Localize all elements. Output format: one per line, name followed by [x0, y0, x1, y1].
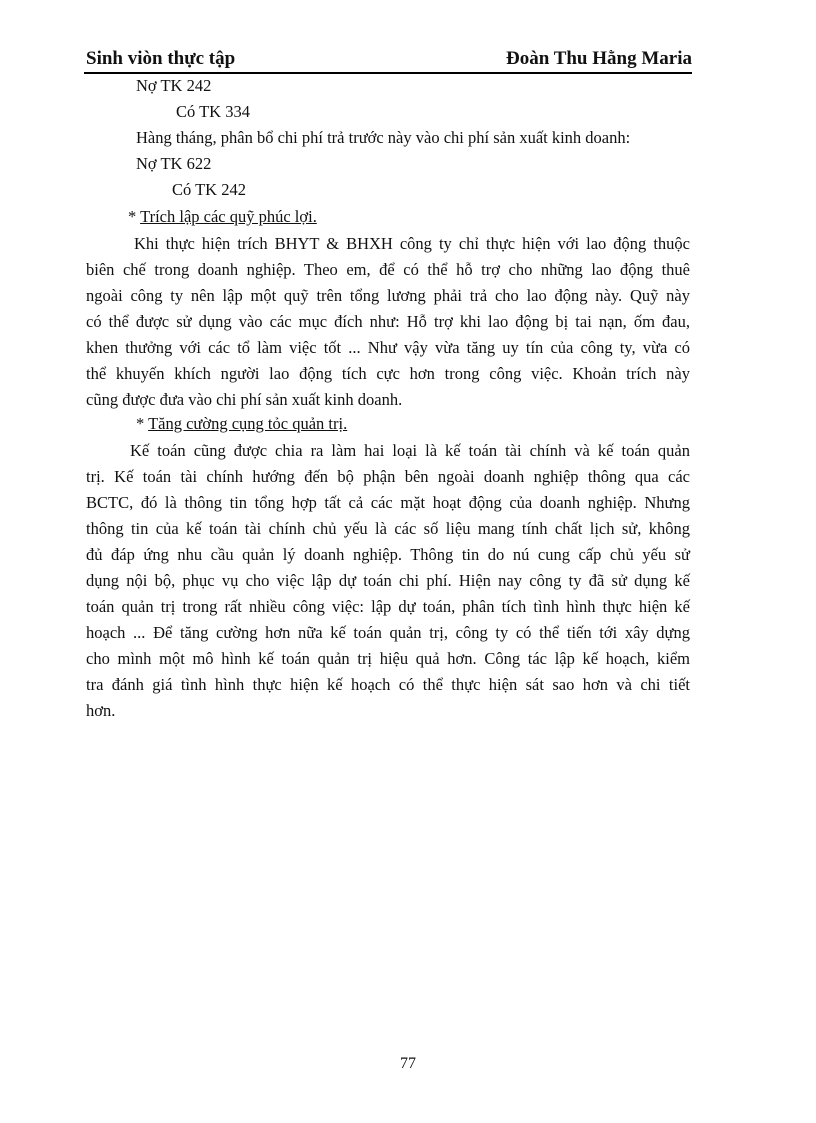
page-header	[84, 48, 692, 74]
entry-debit-1: Nợ TK 242	[136, 76, 212, 95]
entry-debit-2: Nợ TK 622	[136, 154, 212, 173]
paragraph-line: hoạch ... Để tăng cường hơn nữa kế toán quản trị, công ty có thể tiến tới xây dựng	[86, 623, 690, 642]
header-author-name: Đoàn Thu Hằng Maria	[506, 48, 692, 69]
paragraph-line: cũng được đưa vào chi phí sản xuất kinh doanh.	[86, 390, 403, 409]
paragraph-line: trị. Kế toán tài chính hướng đến bộ phận bên ngoài doanh nghiệp thông qua các	[86, 467, 690, 486]
paragraph-line: toán quản trị trong rất nhiều công việc: lập dự toán, phân tích tình hình thực hiện kế	[86, 597, 690, 616]
paragraph-line: biên chế trong doanh nghiệp. Theo em, để có thể hỗ trợ cho những lao động thuê	[86, 260, 690, 279]
paragraph-line: BCTC, đó là thông tin tổng hợp tất cả các mặt hoạt động của doanh nghiệp. Nhưng	[86, 493, 690, 512]
entry-credit-1: Có TK 334	[176, 102, 250, 121]
entry-monthly: Hàng tháng, phân bổ chi phí trả trước này vào chi phí sản xuất kinh doanh:	[136, 128, 631, 147]
paragraph-line: cho mình một mô hình kế toán quản trị hiệu quả hơn. Công tác lập kế hoạch, kiểm	[86, 649, 690, 668]
bullet-star: *	[128, 207, 137, 226]
paragraph-line: Kế toán cũng được chia ra làm hai loại là kế toán tài chính và kế toán quản	[130, 441, 690, 460]
paragraph-line: thông tin của kế toán tài chính chủ yếu là các số liệu mang tính chất lịch sử, không	[86, 519, 690, 538]
paragraph-line: hơn.	[86, 701, 116, 720]
paragraph-line: khen thưởng với các tổ làm việc tốt ... Như vậy vừa tăng uy tín của công ty, vừa có	[86, 338, 690, 357]
paragraph-line: Khi thực hiện trích BHYT & BHXH công ty chỉ thực hiện với lao động thuộc	[134, 234, 690, 253]
paragraph-line: dụng nội bộ, phục vụ cho việc lập dự toán chi phí. Hiện nay công ty đã sử dụng kế	[86, 571, 690, 590]
paragraph-line: tra đánh giá tình hình thực hiện kế hoạch có thể thực hiện sát sao hơn và chi tiết	[86, 675, 690, 694]
page-number: 77	[400, 1055, 416, 1072]
section-heading-management	[136, 414, 347, 434]
paragraph-line: ngoài công ty nên lập một quỹ trên tổng lương phải trả cho lao động này. Quỹ này	[86, 286, 690, 305]
header-author-role: Sinh viòn thực tập	[86, 48, 236, 69]
section-heading-welfare	[128, 207, 317, 227]
paragraph-line: có thể được sử dụng vào các mục đích như: Hỗ trợ khi lao động bị tai nạn, ốm đau,	[86, 312, 690, 331]
paragraph-line: thể khuyến khích người lao động tích cực hơn trong công việc. Khoản trích này	[86, 364, 690, 383]
paragraph-line: đủ đáp ứng nhu cầu quản lý doanh nghiệp. Thông tin do nú cung cấp chủ yếu sử	[86, 545, 690, 564]
bullet-star: *	[136, 414, 145, 433]
heading-text: Tăng cường cụng tỏc quản trị.	[148, 414, 348, 433]
heading-text: Trích lập các quỹ phúc lợi.	[140, 207, 317, 226]
entry-credit-2: Có TK 242	[172, 180, 246, 199]
